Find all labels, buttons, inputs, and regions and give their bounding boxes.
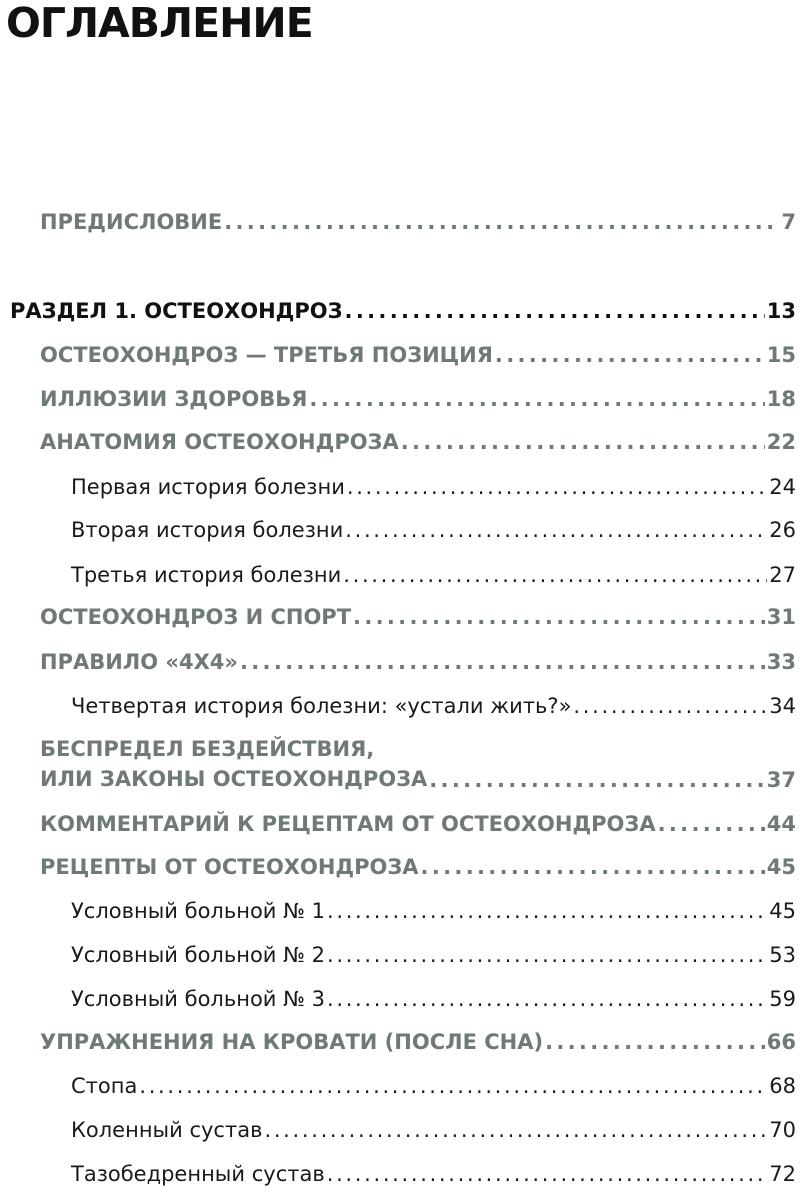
dot-leader: [343, 561, 767, 589]
toc-entry-label: Условный больной № 2: [71, 943, 325, 967]
page-title: ОГЛАВЛЕНИЕ: [6, 0, 313, 47]
dot-leader: [264, 1116, 767, 1144]
toc-entry-label: Четвертая история болезни: «устали жить?»: [71, 694, 572, 718]
toc-entry-chapter[interactable]: [40, 341, 796, 369]
dot-leader: [139, 1072, 767, 1100]
toc-entry-page: 31: [766, 605, 796, 629]
dot-leader: [345, 297, 765, 325]
dot-leader: [240, 648, 765, 676]
toc-entry-page: 59: [769, 987, 796, 1011]
dot-leader: [401, 428, 765, 456]
toc-entry-page: 15: [766, 343, 796, 367]
dot-leader: [347, 473, 767, 501]
toc-entry-section[interactable]: [71, 516, 796, 544]
toc-entry-label: Третья история болезни: [71, 563, 342, 587]
toc-entry-section[interactable]: [71, 561, 796, 589]
dot-leader: [658, 810, 765, 838]
toc-entry-label: Первая история болезни: [71, 475, 345, 499]
toc-entry-section[interactable]: [71, 1160, 796, 1188]
toc-entry-label: ОСТЕОХОНДРОЗ — ТРЕТЬЯ ПОЗИЦИЯ: [40, 343, 493, 367]
toc-entry-section[interactable]: [71, 1116, 796, 1144]
toc-entry-section[interactable]: [71, 985, 796, 1013]
toc-entry-preface[interactable]: [40, 208, 796, 236]
toc-entry-label: Стопа: [71, 1074, 138, 1098]
toc-entry-page: 27: [769, 563, 796, 587]
toc-entry-page: 26: [769, 518, 796, 542]
toc-entry-section[interactable]: [71, 897, 796, 925]
toc-entry-page: 18: [766, 387, 796, 411]
toc-entry-label-line: ИЛИ ЗАКОНЫ ОСТЕОХОНДРОЗА: [40, 767, 428, 791]
toc-entry-label: [40, 734, 427, 794]
toc-entry-section[interactable]: [71, 941, 796, 969]
toc-entry-chapter[interactable]: [40, 810, 796, 838]
toc-entry-chapter[interactable]: [40, 1028, 796, 1056]
toc-entry-page: 45: [769, 899, 796, 923]
toc-entry-page: 24: [769, 475, 796, 499]
toc-entry-page: 33: [766, 650, 796, 674]
toc-entry-label: КОММЕНТАРИЙ К РЕЦЕПТАМ ОТ ОСТЕОХОНДРОЗА: [40, 812, 656, 836]
dot-leader: [345, 516, 767, 544]
toc-entry-section[interactable]: [71, 1072, 796, 1100]
toc-entry-label: РАЗДЕЛ 1. ОСТЕОХОНДРОЗ: [10, 299, 343, 323]
toc-entry-page: 22: [766, 430, 796, 454]
dot-leader: [327, 941, 767, 969]
dot-leader: [495, 341, 765, 369]
toc-entry-label: ПРАВИЛО «4Х4»: [40, 650, 238, 674]
toc-entry-label: Условный больной № 1: [71, 899, 325, 923]
toc-entry-chapter[interactable]: [40, 648, 796, 676]
toc-entry-page: 13: [766, 299, 796, 323]
dot-leader: [327, 985, 767, 1013]
toc-entry-chapter-multiline[interactable]: [40, 734, 796, 794]
toc-entry-page: 7: [781, 210, 796, 234]
toc-entry-page: 68: [769, 1074, 796, 1098]
toc-entry-label: Условный больной № 3: [71, 987, 325, 1011]
toc-entry-page: 66: [766, 1030, 796, 1054]
toc-entry-label: РЕЦЕПТЫ ОТ ОСТЕОХОНДРОЗА: [40, 855, 419, 879]
toc-entry-page: 34: [769, 694, 796, 718]
toc-entry-label: ПРЕДИСЛОВИЕ: [40, 210, 223, 234]
toc-entry-page: 44: [766, 812, 796, 836]
toc-entry-chapter[interactable]: [40, 603, 796, 631]
toc-entry-page: 53: [769, 943, 796, 967]
dot-leader: [545, 1028, 765, 1056]
dot-leader: [224, 208, 779, 236]
toc-entry-section[interactable]: [71, 473, 796, 501]
dot-leader: [353, 603, 765, 631]
dot-leader: [309, 385, 764, 413]
toc-entry-page: 72: [769, 1162, 796, 1186]
dot-leader: [421, 853, 765, 881]
toc-entry-chapter[interactable]: [40, 428, 796, 456]
toc-entry-label: ОСТЕОХОНДРОЗ И СПОРТ: [40, 605, 352, 629]
toc-entry-page: 37: [766, 768, 796, 792]
toc-entry-label: Вторая история болезни: [71, 518, 344, 542]
dot-leader: [327, 897, 767, 925]
toc-entry-label-line: БЕСПРЕДЕЛ БЕЗДЕЙСТВИЯ,: [40, 737, 375, 761]
dot-leader: [573, 692, 767, 720]
toc-entry-chapter[interactable]: [40, 853, 796, 881]
toc-entry-chapter[interactable]: [40, 385, 796, 413]
toc-entry-label: АНАТОМИЯ ОСТЕОХОНДРОЗА: [40, 430, 399, 454]
toc-entry-page: 70: [769, 1118, 796, 1142]
toc-entry-label: Коленный сустав: [71, 1118, 263, 1142]
toc-entry-label: ИЛЛЮЗИИ ЗДОРОВЬЯ: [40, 387, 308, 411]
dot-leader: [429, 766, 765, 794]
dot-leader: [327, 1160, 768, 1188]
toc-entry-section[interactable]: [71, 692, 796, 720]
toc-entry-page: 45: [766, 855, 796, 879]
toc-entry-part-1[interactable]: [10, 297, 796, 325]
toc-entry-label: УПРАЖНЕНИЯ НА КРОВАТИ (ПОСЛЕ СНА): [40, 1030, 544, 1054]
toc-entry-label: Тазобедренный сустав: [71, 1162, 325, 1186]
